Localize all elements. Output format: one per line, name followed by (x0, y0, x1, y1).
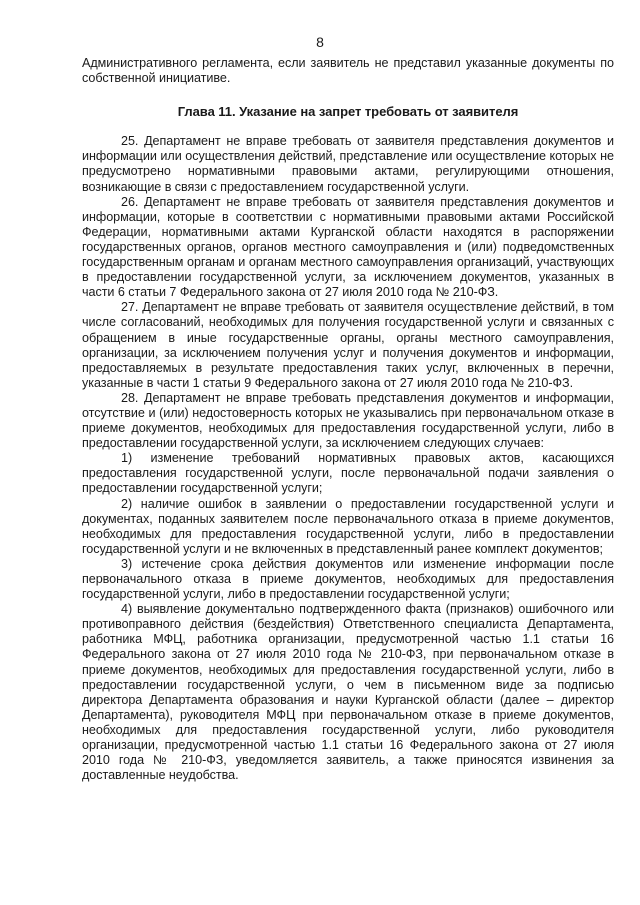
document-body (82, 56, 614, 783)
paragraph-26: 26. Департамент не вправе требовать от заявителя представления документов и информации, которые в соответствии с нормативными правовыми актами Российской Федерации, нормативными актами Курганской области находятся в распоряжении государственных органов, органов местного самоуправления и (или) подведомственных государственным органам и органам местного самоуправления организаций, участвующих в предоставлении государственной услуги, за исключением документов, указанных в части 6 статьи 7 Федерального закона от 27 июля 2010 года № 210-ФЗ. (82, 194, 614, 300)
list-item-2: 2) наличие ошибок в заявлении о предоставлении государственной услуги и документах, поданных заявителем после первоначального отказа в приеме документов, необходимых для предоставления государственной услуги, либо в предоставлении государственной услуги и не включенных в представленный ранее комплект документов; (82, 496, 614, 556)
list-item-3: 3) истечение срока действия документов или изменение информации после первоначального отказа в приеме документов, необходимых для предоставления государственной услуги, либо в предоставлении государственной услуги; (82, 556, 614, 602)
chapter-title: Глава 11. Указание на запрет требовать от заявителя (177, 104, 519, 120)
paragraph-25: 25. Департамент не вправе требовать от заявителя представления документов и информации или осуществления действий, представление или осуществление которых не предусмотрено нормативными правовыми актами, регулирующими отношения, возникающие в связи с предоставлением государственной услуги. (82, 134, 614, 194)
paragraph-28: 28. Департамент не вправе требовать представления документов и информации, отсутствие и (или) недостоверность которых не указывались при первоначальном отказе в приеме документов, необходимых для предоставления государственной услуги, либо в предоставлении государственной услуги, за исключением следующих случаев: (82, 390, 614, 451)
list-item-1: 1) изменение требований нормативных правовых актов, касающихся предоставления государственной услуги, после первоначальной подачи заявления о предоставлении государственной услуги; (82, 451, 614, 496)
paragraph-27: 27. Департамент не вправе требовать от заявителя осуществление действий, в том числе согласований, необходимых для получения государственной услуги и связанных с обращением в иные государственные органы, органы местного самоуправления, организации, за исключением получения услуг и получения документов и информации, предоставляемых в результате предоставления таких услуг, включенных в перечни, указанные в части 1 статьи 9 Федерального закона от 27 июля 2010 года № 210-ФЗ. (82, 300, 614, 390)
list-item-4: 4) выявление документально подтвержденного факта (признаков) ошибочного или противоправного действия (бездействия) Ответственного специалиста Департамента, работника МФЦ, работника организации, предусмотренной частью 1.1 статьи 16 Федерального закона от 27 июля 2010 года № 210-ФЗ, при первоначальном отказе в приеме документов, необходимых для предоставления государственной услуги, либо в предоставлении государственной услуги, о чем в письменном виде за подписью директора Департамента образования и науки Курганской области (далее – директор Департамента), руководителя МФЦ при первоначальном отказе в приеме документов, необходимых для предоставления государственной услуги, либо руководителя организации, предусмотренной частью 1.1 статьи 16 Федерального закона от 27 июля 2010 года № 210-ФЗ, уведомляется заявитель, а также приносятся извинения за доставленные неудобства. (82, 602, 614, 783)
page-number: 8 (316, 34, 324, 50)
intro-paragraph: Административного регламента, если заявитель не представил указанные документы по собственной инициативе. (82, 56, 614, 86)
